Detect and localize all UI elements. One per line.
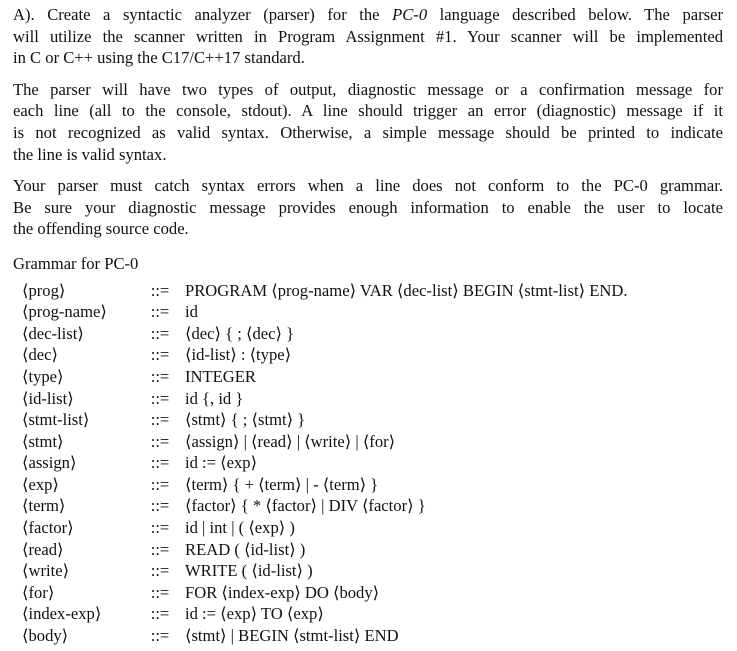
rule-production: ⟨assign⟩ | ⟨read⟩ | ⟨write⟩ | ⟨for⟩ xyxy=(185,431,396,451)
grammar-rule xyxy=(22,280,723,302)
language-name: PC-0 xyxy=(392,5,428,24)
rule-production: PROGRAM ⟨prog-name⟩ VAR ⟨dec-list⟩ BEGIN ⟨stmt-list⟩ END. xyxy=(185,280,628,300)
rule-operator: ::= xyxy=(150,561,170,581)
grammar-rule xyxy=(22,344,723,366)
grammar-rule xyxy=(22,452,723,474)
rule-production: id := ⟨exp⟩ TO ⟨exp⟩ xyxy=(185,604,324,624)
rule-production: ⟨factor⟩ { * ⟨factor⟩ | DIV ⟨factor⟩ } xyxy=(185,496,426,516)
grammar-rule xyxy=(22,582,723,604)
grammar-table xyxy=(22,280,723,647)
grammar-rule xyxy=(22,495,723,517)
grammar-rule xyxy=(22,409,723,431)
rule-nonterminal: ⟨id-list⟩ xyxy=(22,388,74,408)
rule-production: id | int | ( ⟨exp⟩ ) xyxy=(185,518,295,538)
rule-operator: ::= xyxy=(150,496,170,516)
grammar-title: Grammar for PC-0 xyxy=(13,253,139,273)
rule-operator: ::= xyxy=(150,582,170,602)
output-line-2: each line (all to the console, stdout). A line should trigger an error (diagnostic) message if it xyxy=(13,101,723,121)
rule-nonterminal: ⟨type⟩ xyxy=(22,366,64,386)
errors-line-3: the offending source code. xyxy=(13,219,189,239)
rule-production: ⟨id-list⟩ : ⟨type⟩ xyxy=(185,345,292,365)
rule-operator: ::= xyxy=(150,539,170,559)
rule-production: ⟨stmt⟩ { ; ⟨stmt⟩ } xyxy=(185,410,306,430)
rule-nonterminal: ⟨prog⟩ xyxy=(22,280,66,300)
rule-nonterminal: ⟨index-exp⟩ xyxy=(22,604,102,624)
grammar-rule xyxy=(22,625,723,647)
output-paragraph xyxy=(13,79,723,165)
grammar-rule xyxy=(22,560,723,582)
grammar-rule xyxy=(22,474,723,496)
rule-nonterminal: ⟨write⟩ xyxy=(22,561,70,581)
rule-operator: ::= xyxy=(150,518,170,538)
grammar-rule xyxy=(22,388,723,410)
rule-nonterminal: ⟨dec-list⟩ xyxy=(22,323,84,343)
rule-operator: ::= xyxy=(150,410,170,430)
rule-operator: ::= xyxy=(150,366,170,386)
rule-production: FOR ⟨index-exp⟩ DO ⟨body⟩ xyxy=(185,582,380,602)
rule-nonterminal: ⟨stmt-list⟩ xyxy=(22,410,90,430)
intro-line-1-suffix: language described below. The parser xyxy=(427,5,723,24)
intro-line-1-prefix: A). Create a syntactic analyzer (parser) for the xyxy=(13,5,393,24)
grammar-rule xyxy=(22,517,723,539)
grammar-rule xyxy=(22,603,723,625)
rule-nonterminal: ⟨stmt⟩ xyxy=(22,431,64,451)
rule-operator: ::= xyxy=(150,453,170,473)
rule-nonterminal: ⟨exp⟩ xyxy=(22,474,59,494)
grammar-rule xyxy=(22,366,723,388)
rule-operator: ::= xyxy=(150,345,170,365)
grammar-rule xyxy=(22,431,723,453)
intro-line-1 xyxy=(13,4,723,26)
rule-nonterminal: ⟨term⟩ xyxy=(22,496,66,516)
rule-operator: ::= xyxy=(150,323,170,343)
rule-production: ⟨dec⟩ { ; ⟨dec⟩ } xyxy=(185,323,295,343)
intro-paragraph xyxy=(13,4,723,69)
rule-operator: ::= xyxy=(150,431,170,451)
rule-production: INTEGER xyxy=(185,366,256,386)
intro-line-3: in C or C++ using the C17/C++17 standard. xyxy=(13,48,305,68)
rule-production: id {, id } xyxy=(185,388,244,408)
rule-production: ⟨term⟩ { + ⟨term⟩ | - ⟨term⟩ } xyxy=(185,474,379,494)
rule-nonterminal: ⟨dec⟩ xyxy=(22,345,58,365)
rule-nonterminal: ⟨for⟩ xyxy=(22,582,55,602)
output-line-4: the line is valid syntax. xyxy=(13,144,167,164)
rule-operator: ::= xyxy=(150,388,170,408)
rule-production: READ ( ⟨id-list⟩ ) xyxy=(185,539,306,559)
grammar-rule xyxy=(22,323,723,345)
rule-operator: ::= xyxy=(150,626,170,646)
errors-line-2: Be sure your diagnostic message provides enough information to enable the user to locate xyxy=(13,197,723,217)
rule-nonterminal: ⟨read⟩ xyxy=(22,539,64,559)
rule-operator: ::= xyxy=(150,474,170,494)
rule-production: ⟨stmt⟩ | BEGIN ⟨stmt-list⟩ END xyxy=(185,626,399,646)
rule-operator: ::= xyxy=(150,280,170,300)
grammar-rule xyxy=(22,539,723,561)
rule-production: id := ⟨exp⟩ xyxy=(185,453,258,473)
rule-nonterminal: ⟨factor⟩ xyxy=(22,518,74,538)
rule-production: id xyxy=(185,302,198,322)
grammar-rule xyxy=(22,301,723,323)
output-line-1: The parser will have two types of output, diagnostic message or a confirmation message for xyxy=(13,79,723,99)
intro-line-2: will utilize the scanner written in Program Assignment #1. Your scanner will be implemented xyxy=(13,26,723,46)
rule-operator: ::= xyxy=(150,604,170,624)
errors-paragraph xyxy=(13,175,723,240)
rule-operator: ::= xyxy=(150,302,170,322)
output-line-3: is not recognized as valid syntax. Otherwise, a simple message should be printed to indicate xyxy=(13,122,723,142)
rule-nonterminal: ⟨prog-name⟩ xyxy=(22,302,107,322)
rule-production: WRITE ( ⟨id-list⟩ ) xyxy=(185,561,313,581)
errors-line-1: Your parser must catch syntax errors when a line does not conform to the PC-0 grammar. xyxy=(13,176,723,196)
rule-nonterminal: ⟨assign⟩ xyxy=(22,453,77,473)
rule-nonterminal: ⟨body⟩ xyxy=(22,626,69,646)
